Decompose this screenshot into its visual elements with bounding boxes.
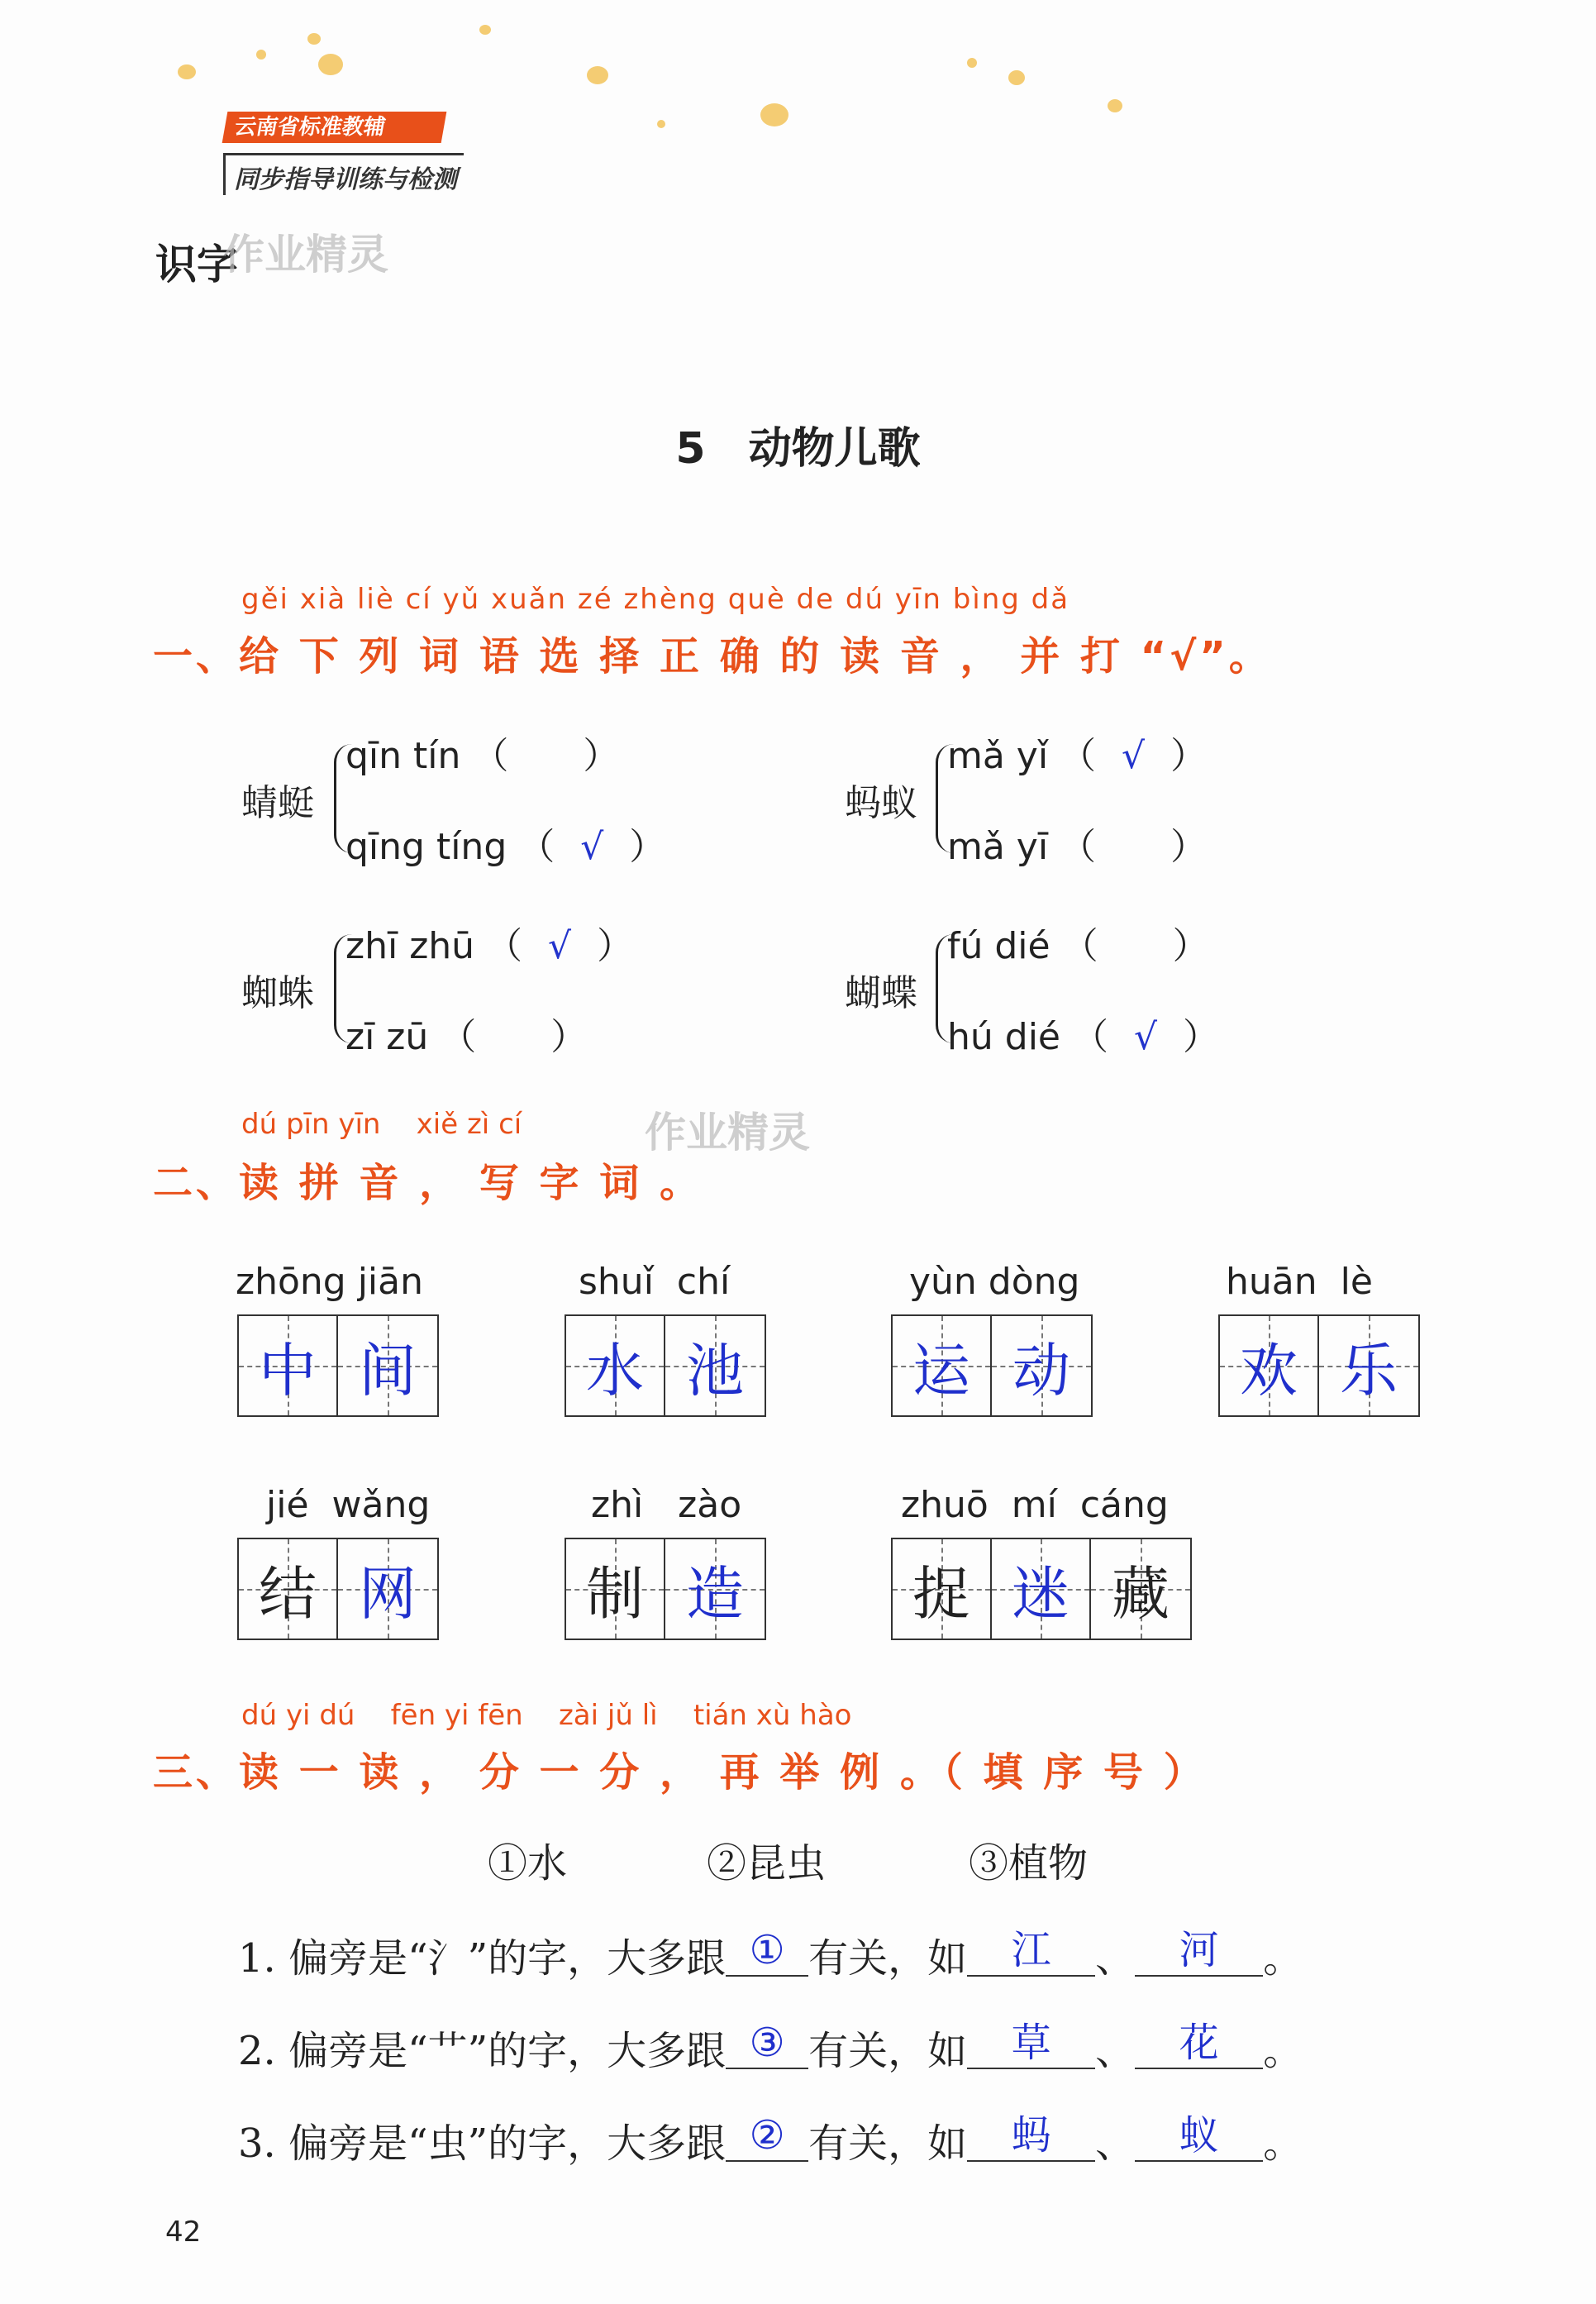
word-zhizhu: 蜘蛛 [241, 972, 314, 1014]
row-text: 有关，如 [808, 1935, 968, 1982]
row-text: 有关，如 [808, 2028, 968, 2074]
section1-heading: 一、给 下 列 词 语 选 择 正 确 的 读 音 ， 并 打 “√”。 [153, 633, 1272, 680]
option-pinyin: qīng tíng （ [345, 826, 555, 868]
option-close: ） [629, 826, 666, 868]
decor-dot [178, 64, 196, 79]
option-row [947, 916, 1209, 969]
section2-pinyin: dú pīn yīn xiě zì cí [241, 1108, 522, 1141]
option-close: ） [1172, 925, 1209, 967]
word-pinyin: zhuō mí cáng [901, 1484, 1169, 1526]
grid-cell[interactable]: 藏 [1091, 1539, 1190, 1639]
answer-blank[interactable]: ② [726, 2111, 808, 2162]
word-pinyin: yùn dòng [909, 1261, 1080, 1303]
option-row [947, 1007, 1219, 1060]
answer-blank[interactable]: ① [726, 1925, 808, 1977]
decor-dot [1108, 99, 1122, 112]
option-close: ） [1170, 826, 1208, 868]
char-grid [237, 1538, 439, 1640]
option-pinyin: fú dié （ [947, 925, 1098, 967]
word-mayi: 蚂蚁 [845, 782, 917, 824]
decor-dot [256, 50, 266, 60]
example-blank[interactable]: 草 [967, 2018, 1095, 2069]
char-grid [891, 1538, 1192, 1640]
word-pinyin: zhì zào [591, 1484, 742, 1526]
decor-dot [479, 25, 491, 35]
example-blank[interactable]: 河 [1135, 1925, 1263, 1977]
grid-cell[interactable]: 间 [338, 1316, 437, 1415]
char-grid [565, 1538, 766, 1640]
char-grid [1218, 1314, 1420, 1417]
example-blank[interactable]: 花 [1135, 2018, 1263, 2069]
grid-cell[interactable]: 制 [566, 1539, 665, 1639]
row-end: 。 [1263, 1935, 1303, 1982]
grid-cell[interactable]: 乐 [1319, 1316, 1418, 1415]
option-pinyin: mǎ yī （ [947, 826, 1097, 868]
option-close: ） [1170, 735, 1208, 777]
check-mark[interactable]: √ [1122, 735, 1146, 777]
option-pinyin: zī zū （ [345, 1016, 477, 1058]
word-qingting: 蜻蜓 [241, 782, 314, 824]
grid-cell[interactable]: 捉 [893, 1539, 992, 1639]
row-text: 偏旁是“氵”的字，大多跟 [288, 1935, 727, 1982]
grid-cell[interactable]: 池 [665, 1316, 765, 1415]
decor-dot [967, 58, 977, 68]
example-blank[interactable]: 江 [967, 1925, 1095, 1977]
decor-dot [318, 54, 343, 75]
classify-row [238, 2111, 1303, 2170]
watermark: 作业精灵 [223, 231, 388, 279]
row-text: 有关，如 [808, 2120, 968, 2167]
grid-cell[interactable]: 网 [338, 1539, 437, 1639]
option-row [947, 817, 1207, 870]
category-insect: ②昆虫 [707, 1840, 827, 1887]
option-row [345, 817, 665, 870]
decor-dot [307, 33, 321, 45]
decor-dot [657, 120, 665, 128]
char-grid [237, 1314, 439, 1417]
answer-blank[interactable]: ③ [726, 2018, 808, 2069]
classify-row [238, 1926, 1303, 1985]
check-mark[interactable]: √ [580, 826, 604, 868]
grid-cell[interactable]: 动 [992, 1316, 1091, 1415]
grid-cell[interactable]: 中 [239, 1316, 338, 1415]
page-number: 42 [165, 2216, 202, 2249]
option-close: ） [550, 1016, 588, 1058]
separator: 、 [1095, 2028, 1136, 2074]
grid-cell[interactable]: 迷 [992, 1539, 1091, 1639]
grid-cell[interactable]: 造 [665, 1539, 765, 1639]
section1-pinyin: gěi xià liè cí yǔ xuǎn zé zhèng què de dú yīn bìng dǎ [241, 583, 1070, 616]
classify-row [238, 2019, 1303, 2077]
section3-pinyin: dú yi dú fēn yi fēn zài jǔ lì tián xù hào [241, 1699, 852, 1732]
grid-cell[interactable]: 欢 [1220, 1316, 1319, 1415]
brand-logo: 云南省标准教辅 [222, 112, 447, 143]
grid-cell[interactable]: 运 [893, 1316, 992, 1415]
char-grid [565, 1314, 766, 1417]
row-number: 3. [238, 2120, 276, 2167]
example-blank[interactable]: 蚂 [967, 2111, 1095, 2162]
row-number: 2. [238, 2028, 276, 2074]
category-water: ①水 [488, 1840, 568, 1887]
unit-title: 识字 [155, 241, 238, 289]
word-hudie: 蝴蝶 [845, 972, 917, 1014]
row-end: 。 [1263, 2120, 1303, 2167]
grid-cell[interactable]: 结 [239, 1539, 338, 1639]
category-plant: ③植物 [969, 1840, 1089, 1887]
option-pinyin: hú dié （ [947, 1016, 1108, 1058]
row-text: 偏旁是“虫”的字，大多跟 [288, 2120, 727, 2167]
option-row [345, 726, 619, 779]
section3-heading: 三、读 一 读 ， 分 一 分 ， 再 举 例 。（ 填 序 号 ） [153, 1749, 1207, 1796]
section2-heading: 二、读 拼 音 ， 写 字 词 。 [153, 1160, 703, 1206]
decor-dot [760, 103, 788, 126]
lesson-title: 5 动物儿歌 [675, 424, 921, 474]
word-pinyin: huān lè [1226, 1261, 1373, 1303]
option-row [947, 726, 1207, 779]
row-end: 。 [1263, 2028, 1303, 2074]
option-close: ） [597, 925, 634, 967]
separator: 、 [1095, 2120, 1136, 2167]
option-pinyin: zhī zhū （ [345, 925, 523, 967]
word-pinyin: jié wǎng [266, 1484, 431, 1526]
option-close: ） [1182, 1016, 1219, 1058]
option-row [345, 916, 633, 969]
check-mark[interactable]: √ [1133, 1016, 1157, 1058]
row-text: 偏旁是“艹”的字，大多跟 [288, 2028, 727, 2074]
series-subtitle: 同步指导训练与检测 [223, 153, 464, 195]
grid-cell[interactable]: 水 [566, 1316, 665, 1415]
word-pinyin: shuǐ chí [579, 1261, 731, 1303]
option-close: ） [583, 735, 620, 777]
option-pinyin: mǎ yǐ （ [947, 735, 1097, 777]
decor-dot [1008, 70, 1025, 85]
decor-dot [587, 66, 608, 84]
check-mark[interactable]: √ [548, 925, 572, 967]
option-pinyin: qīn tín （ [345, 735, 509, 777]
option-row [345, 1007, 587, 1060]
word-pinyin: zhōng jiān [236, 1261, 424, 1303]
example-blank[interactable]: 蚁 [1135, 2111, 1263, 2162]
char-grid [891, 1314, 1093, 1417]
watermark: 作业精灵 [645, 1109, 810, 1157]
row-number: 1. [238, 1935, 276, 1982]
separator: 、 [1095, 1935, 1136, 1982]
